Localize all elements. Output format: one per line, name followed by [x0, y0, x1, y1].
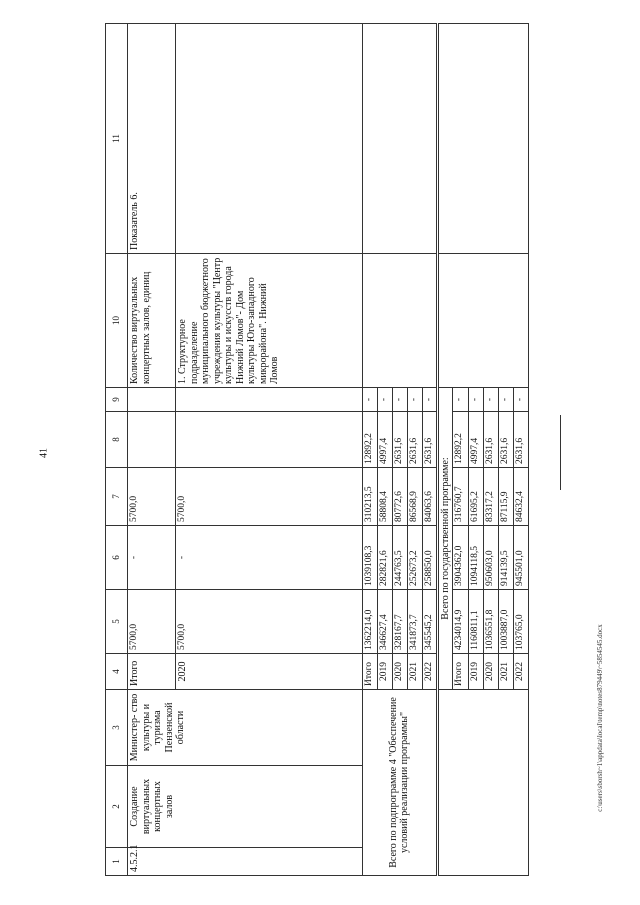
row-label: 2021: [498, 654, 513, 690]
cell: 258850,0: [422, 526, 437, 590]
row-label: 2019: [468, 654, 483, 690]
cell: 86568,9: [407, 468, 422, 526]
cell: 4234014,9: [453, 590, 468, 654]
colnum-6: 6: [106, 526, 128, 590]
cell: -: [483, 388, 498, 412]
cell: [437, 254, 528, 388]
cell: -: [453, 388, 468, 412]
cell: 87115,9: [498, 468, 513, 526]
column-number-row: [106, 24, 128, 876]
cell: 310213,5: [362, 468, 377, 526]
cell: 83317,2: [483, 468, 498, 526]
cell: 12892,2: [453, 412, 468, 468]
indicator-ref: Показатель 6.: [128, 24, 176, 254]
cell: 5700,0: [128, 468, 176, 526]
file-path-footer: c:\users\sborsh~1\appdata\local\temp\notes879449\~5854545.docx: [596, 624, 604, 812]
rotated-table-container: [105, 24, 529, 876]
divider-line: [560, 415, 561, 490]
table-row: [437, 24, 453, 876]
table-row: [128, 24, 176, 876]
cell: 2631,6: [513, 412, 528, 468]
colnum-10: 10: [106, 254, 128, 388]
cell: [362, 254, 437, 388]
cell: 1039108,3: [362, 526, 377, 590]
cell: 80772,6: [392, 468, 407, 526]
cell: 5700,0: [128, 590, 176, 654]
cell: -: [377, 388, 392, 412]
year-label: 2020: [176, 654, 362, 690]
state-program-title: Всего по государственной программе:: [437, 388, 453, 690]
cell: 1362214,0: [362, 590, 377, 654]
cell: 4997,4: [377, 412, 392, 468]
cell: [362, 24, 437, 254]
row-label: Итого: [362, 654, 377, 690]
cell: 316760,7: [453, 468, 468, 526]
cell: 61695,2: [468, 468, 483, 526]
cell: 252673,2: [407, 526, 422, 590]
subprogram-title: Всего по подпрограмме 4 "Обеспечение условий реализации программы": [362, 690, 437, 876]
row-label: 2022: [422, 654, 437, 690]
cell: 1094118,5: [468, 526, 483, 590]
colnum-8: 8: [106, 412, 128, 468]
cell: 1160811,1: [468, 590, 483, 654]
row-label: Итого: [453, 654, 468, 690]
cell: 5700,0: [176, 590, 362, 654]
cell: [176, 24, 362, 254]
cell: -: [362, 388, 377, 412]
cell: 244763,5: [392, 526, 407, 590]
cell: 945501,0: [513, 526, 528, 590]
cell: 282821,6: [377, 526, 392, 590]
row-label: 2020: [483, 654, 498, 690]
cell: 345545,2: [422, 590, 437, 654]
row-label: 2021: [407, 654, 422, 690]
total-label: Итого: [128, 654, 176, 690]
cell: 103765,0: [513, 590, 528, 654]
cell: 914139,5: [498, 526, 513, 590]
cell: [437, 24, 528, 254]
cell: 1036551,8: [483, 590, 498, 654]
indicator-text: Количество виртуальных концертных залов, единиц: [128, 254, 176, 388]
page-number: 41: [38, 448, 50, 458]
measure-name: Создание виртуальных концертных залов: [128, 766, 362, 848]
budget-table: [105, 23, 529, 876]
cell: [128, 412, 176, 468]
cell: 2631,6: [483, 412, 498, 468]
cell: -: [468, 388, 483, 412]
cell: -: [498, 388, 513, 412]
cell: [437, 690, 528, 876]
cell: 12892,2: [362, 412, 377, 468]
cell: [128, 388, 176, 412]
cell: 2631,6: [422, 412, 437, 468]
colnum-3: 3: [106, 690, 128, 766]
row-label: 2022: [513, 654, 528, 690]
colnum-4: 4: [106, 654, 128, 690]
colnum-5: 5: [106, 590, 128, 654]
cell: 2631,6: [407, 412, 422, 468]
colnum-7: 7: [106, 468, 128, 526]
cell: -: [176, 526, 362, 590]
executor-text: 1. Структурное подразделение муниципального бюджетного учреждения культуры "Центр культуры и искусств города Нижний Ломов"- Дом культуры Юго-западного микрорайона". Нижний Ломов: [176, 254, 362, 388]
cell: 2631,6: [498, 412, 513, 468]
colnum-2: 2: [106, 766, 128, 848]
cell: -: [407, 388, 422, 412]
cell: [176, 388, 362, 412]
cell: -: [513, 388, 528, 412]
cell: [176, 412, 362, 468]
cell: 1003887,0: [498, 590, 513, 654]
cell: 84063,6: [422, 468, 437, 526]
row-label: 2020: [392, 654, 407, 690]
cell: 2631,6: [392, 412, 407, 468]
table-row: [362, 24, 377, 876]
cell: -: [128, 526, 176, 590]
colnum-1: 1: [106, 848, 128, 876]
cell: 58808,4: [377, 468, 392, 526]
cell: 950603,0: [483, 526, 498, 590]
responsible-ministry: Министер- ство культуры и туризма Пензенской области: [128, 690, 362, 766]
row-label: 2019: [377, 654, 392, 690]
colnum-9: 9: [106, 388, 128, 412]
cell: 5700,0: [176, 468, 362, 526]
cell: 328167,7: [392, 590, 407, 654]
cell: 84632,4: [513, 468, 528, 526]
cell: 3904362,0: [453, 526, 468, 590]
row-code: 4.5.2.1: [128, 848, 362, 876]
cell: 341873,7: [407, 590, 422, 654]
cell: 4997,4: [468, 412, 483, 468]
colnum-11: 11: [106, 24, 128, 254]
cell: -: [422, 388, 437, 412]
cell: 346627,4: [377, 590, 392, 654]
cell: -: [392, 388, 407, 412]
